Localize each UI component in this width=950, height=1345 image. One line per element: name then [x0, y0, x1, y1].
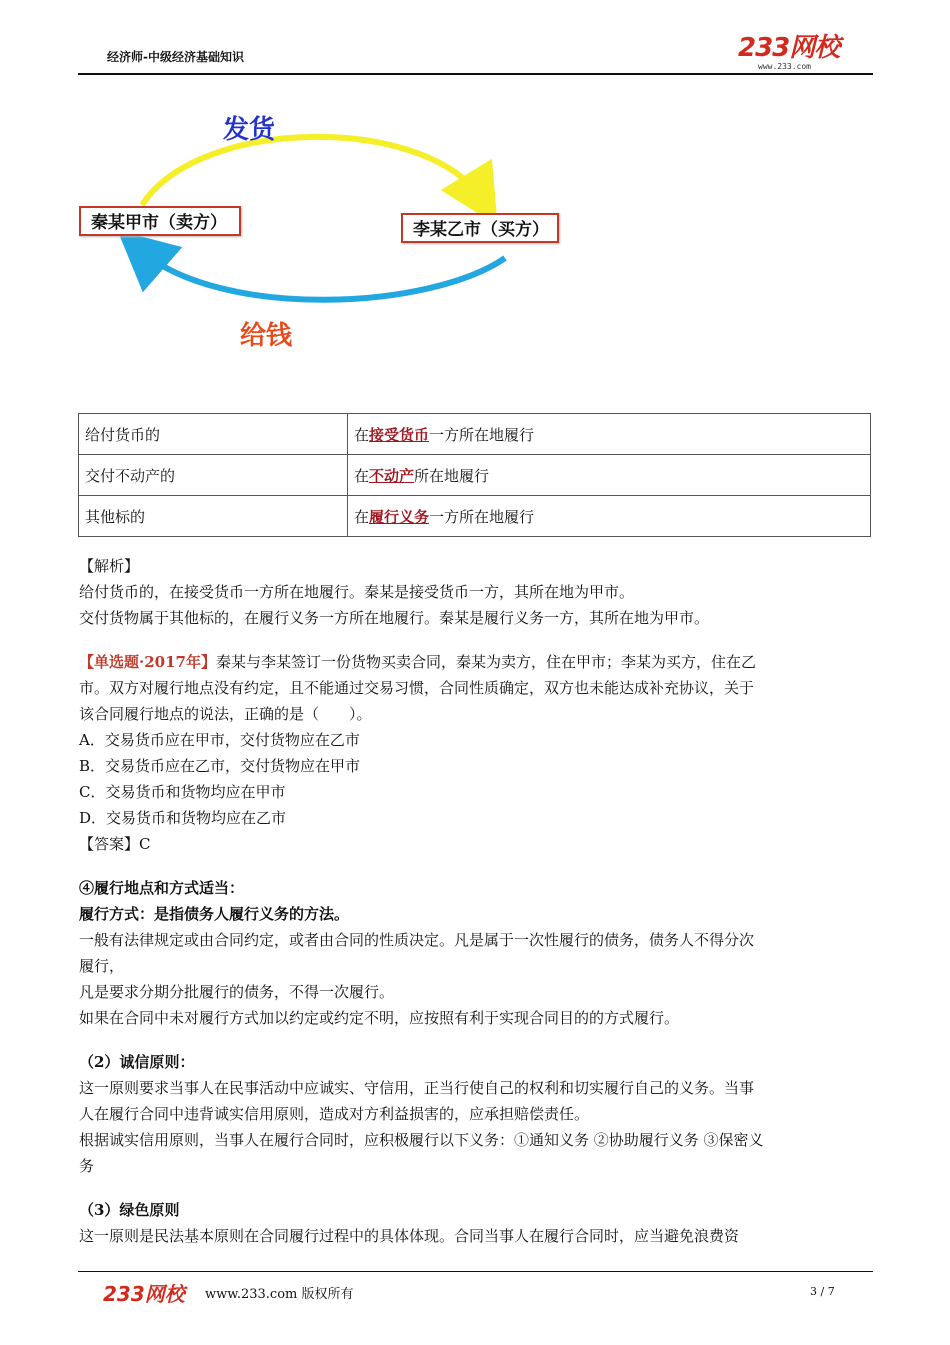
paragraph-line: 一般有法律规定或由合同约定，或者由合同的性质决定。凡是属于一次性履行的债务，债务人不得分次 — [79, 931, 755, 949]
option-b: B．交易货币应在乙市，交付货物应在甲市 — [79, 757, 361, 775]
question-stem — [79, 649, 874, 675]
question-line: 市。双方对履行地点没有约定，且不能通过交易习惯，合同性质确定，双方也未能达成补充协议，关于 — [79, 679, 755, 697]
footer-divider — [78, 1271, 873, 1272]
answer-line: 【答案】C — [79, 835, 151, 853]
cell-keyword: 履行义务 — [369, 507, 430, 526]
paragraph-line: 根据诚实信用原则，当事人在履行合同时，应积极履行以下义务：①通知义务 ②协助履行义务 ③保密义 — [79, 1131, 764, 1149]
table-cell — [348, 496, 871, 537]
table-cell: 交付不动产的 — [79, 455, 348, 496]
pay-arrow — [140, 250, 505, 300]
logo-url: www.233.com — [758, 62, 811, 71]
table-row — [79, 414, 871, 455]
paragraph-line: 人在履行合同中违背诚实信用原则，造成对方利益损害的，应承担赔偿责任。 — [79, 1105, 590, 1123]
cell-suffix: 所在地履行 — [414, 466, 490, 485]
payment-delivery-diagram — [70, 95, 570, 365]
question-text: 秦某与李某签订一份货物买卖合同，秦某为卖方，住在甲市；李某为买方，住在乙 — [215, 653, 756, 671]
cell-prefix: 在 — [354, 507, 370, 526]
footer-logo: 233网校 — [103, 1282, 185, 1306]
buyer-box: 李某乙市（买方） — [401, 213, 559, 243]
seller-box: 秦某甲市（卖方） — [79, 206, 241, 236]
paragraph-line: 这一原则要求当事人在民事活动中应诚实、守信用，正当行使自己的权利和切实履行自己的义务。当事 — [79, 1079, 755, 1097]
analysis-heading: 【解析】 — [79, 557, 140, 575]
table-cell: 给付货币的 — [79, 414, 348, 455]
section-title: ④履行地点和方式适当： — [79, 879, 245, 897]
analysis-line: 交付货物属于其他标的，在履行义务一方所在地履行。秦某是履行义务一方，其所在地为甲市。 — [79, 609, 710, 627]
option-c: C．交易货币和货物均应在甲市 — [79, 783, 286, 801]
performance-place-table — [78, 413, 871, 537]
cell-keyword: 不动产 — [369, 466, 415, 485]
cell-prefix: 在 — [354, 425, 370, 444]
section-title: （3）绿色原则 — [79, 1201, 180, 1219]
document-header-title: 经济师-中级经济基础知识 — [107, 50, 244, 64]
footer-copyright: www.233.com 版权所有 — [205, 1287, 354, 1302]
header-divider — [78, 73, 873, 75]
table-cell — [348, 455, 871, 496]
section-subtitle: 履行方式：是指债务人履行义务的方法。 — [79, 905, 350, 923]
site-logo — [738, 34, 850, 74]
paragraph-line: 履行， — [79, 957, 125, 975]
paragraph-line: 凡是要求分期分批履行的债务，不得一次履行。 — [79, 983, 395, 1001]
paragraph-line: 如果在合同中未对履行方式加以约定或约定不明，应按照有利于实现合同目的的方式履行。 — [79, 1009, 680, 1027]
option-a: A．交易货币应在甲市，交付货物应在乙市 — [79, 731, 360, 749]
page-number: 3 / 7 — [810, 1285, 835, 1298]
cell-prefix: 在 — [354, 466, 370, 485]
section-title: （2）诚信原则： — [79, 1053, 195, 1071]
cell-suffix: 一方所在地履行 — [429, 507, 535, 526]
logo-text: 233网校 — [738, 33, 840, 63]
table-cell — [348, 414, 871, 455]
deliver-label: 发货 — [223, 115, 276, 145]
paragraph-line: 这一原则是民法基本原则在合同履行过程中的具体体现。合同当事人在履行合同时，应当避免浪费资 — [79, 1227, 740, 1245]
deliver-arrow — [142, 137, 482, 205]
table-row — [79, 455, 871, 496]
option-d: D．交易货币和货物均应在乙市 — [79, 809, 287, 827]
analysis-line: 给付货币的，在接受货币一方所在地履行。秦某是接受货币一方，其所在地为甲市。 — [79, 583, 635, 601]
paragraph-line: 务 — [79, 1157, 95, 1175]
cell-suffix: 一方所在地履行 — [429, 425, 535, 444]
question-line: 该合同履行地点的说法，正确的是（ ）。 — [79, 705, 372, 723]
table-cell: 其他标的 — [79, 496, 348, 537]
cell-keyword: 接受货币 — [369, 425, 430, 444]
table-row — [79, 496, 871, 537]
pay-label: 给钱 — [240, 321, 293, 351]
question-tag: 【单选题·2017年】 — [79, 653, 216, 671]
